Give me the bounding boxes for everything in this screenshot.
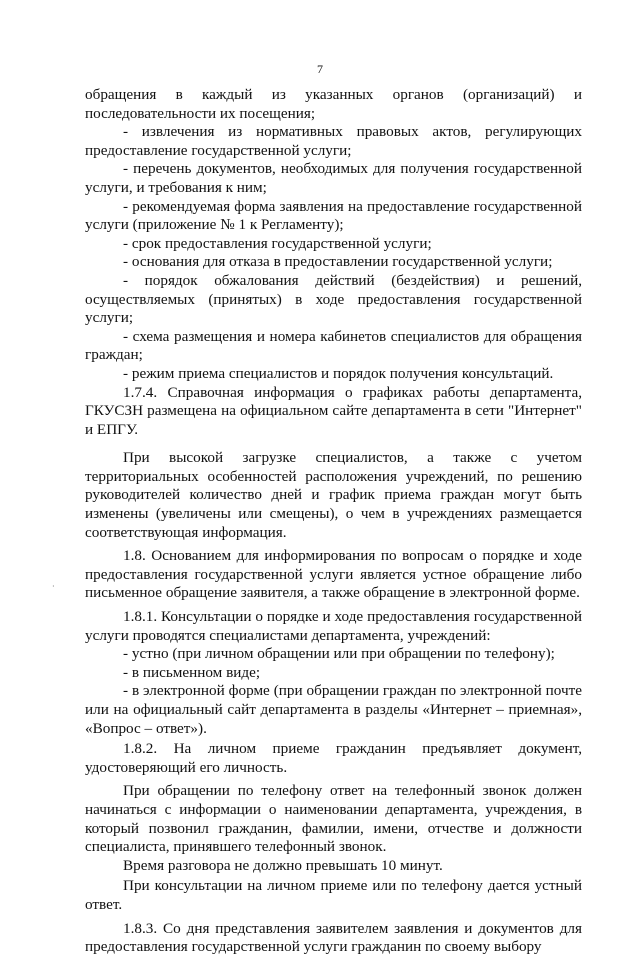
list-item: - режим приема специалистов и порядок получения консультаций. — [123, 364, 554, 382]
list-item: - схема размещения и номера кабинетов специалистов для обращения граждан; — [85, 327, 582, 364]
paragraph: обращения в каждый из указанных органов (организаций) и последовательности их посещения; — [85, 86, 582, 122]
section-1-8-3: 1.8.3. Со дня представления заявителем заявления и документов для предоставления государственной услуги гражданин по своему выбору — [85, 919, 582, 956]
list-item: - в электронной форме (при обращении граждан по электронной почте или на официальный сайт департамента в разделы «Интернет – приемная», «Вопрос – ответ»). — [85, 682, 582, 737]
section-1-8: 1.8. Основанием для информирования по вопросам о порядке и ходе предоставления государственной услуги является устное обращение либо письменное обращение заявителя, а также обращение в электронной форме. — [85, 547, 582, 602]
paragraph: При высокой загрузке специалистов, а также с учетом территориальных особенностей расположения учреждений, по решению руководителей количество дней и график приема граждан могут быть изменены (увеличены или смещены), о чем в учреждениях размещается соответствующая информация. — [85, 449, 582, 541]
list-item: - перечень документов, необходимых для получения государственной услуги, и требования к ним; — [85, 160, 582, 196]
paragraph: Время разговора не должно превышать 10 минут. — [123, 856, 443, 874]
section-1-8-2: 1.8.2. На личном приеме гражданин предъявляет документ, удостоверяющий его личность. — [85, 740, 582, 776]
list-item: - срок предоставления государственной услуги; — [123, 234, 432, 252]
list-item: - устно (при личном обращении или при обращении по телефону); — [123, 645, 555, 663]
list-item: - порядок обжалования действий (бездействия) и решений, осуществляемых (принятых) в ходе предоставления государственной услуги; — [85, 271, 582, 327]
section-1-7-4: 1.7.4. Справочная информация о графиках работы департамента, ГКУСЗН размещена на официальном сайте департамента в сети "Интернет" и ЕПГУ. — [85, 383, 582, 438]
page-number: 7 — [317, 62, 323, 76]
document-body — [85, 86, 582, 957]
list-item: - извлечения из нормативных правовых актов, регулирующих предоставление государственной услуги; — [85, 123, 582, 159]
paragraph: При обращении по телефону ответ на телефонный звонок должен начинаться с информации о наименовании департамента, учреждения, в который позвонил гражданин, фамилии, имени, отчестве и должности специалиста, принявшего телефонный звонок. — [85, 782, 582, 856]
list-item: - основания для отказа в предоставлении государственной услуги; — [123, 253, 553, 271]
margin-mark: · — [52, 582, 55, 591]
paragraph: При консультации на личном приеме или по телефону дается устный ответ. — [85, 877, 582, 913]
section-1-8-1: 1.8.1. Консультации о порядке и ходе предоставления государственной услуги проводятся специалистами департамента, учреждений: — [85, 608, 582, 644]
list-item: - в письменном виде; — [123, 663, 261, 681]
list-item: - рекомендуемая форма заявления на предоставление государственной услуги (приложение № 1 к Регламенту); — [85, 197, 582, 234]
